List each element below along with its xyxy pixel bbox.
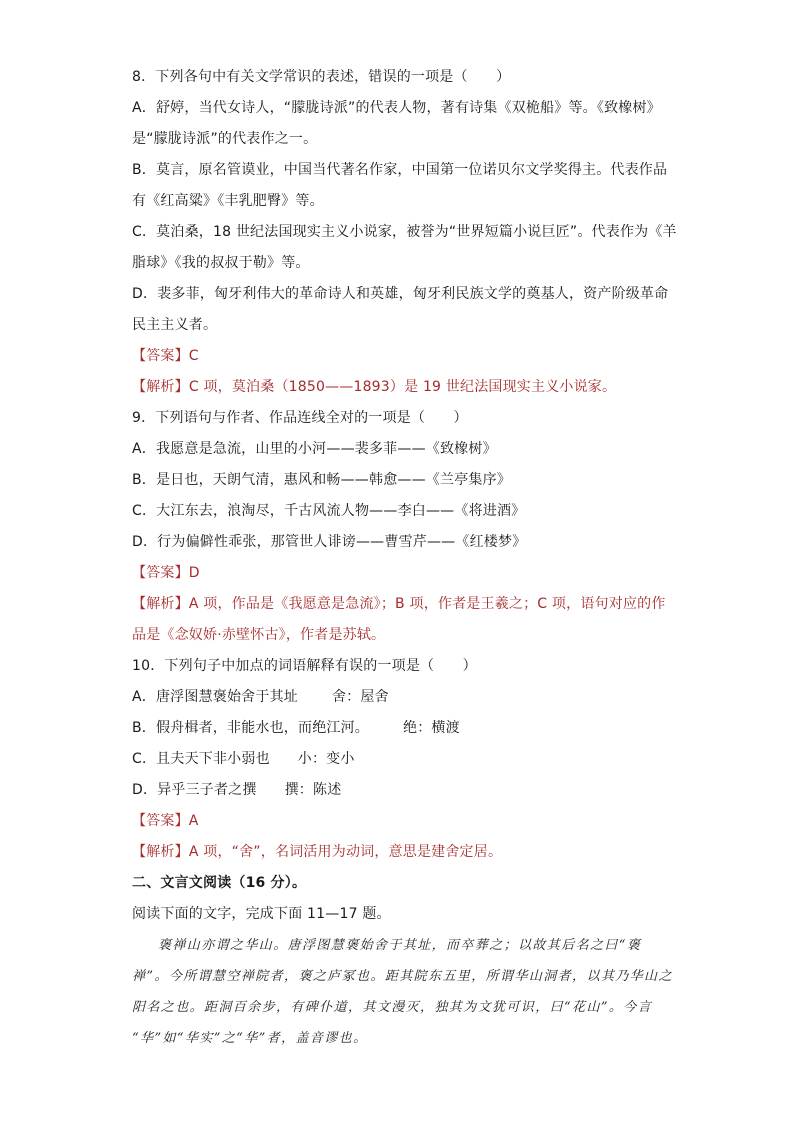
question-8-option-d-line2: 民主主义者。 [132, 317, 218, 333]
question-10-stem: 10．下列句子中加点的词语解释有误的一项是（ ） [132, 658, 477, 674]
question-8-option-a-line2: 是“朦胧诗派”的代表作之一。 [132, 131, 318, 147]
question-8-option-a-line1: A．舒婷，当代女诗人，“朦胧诗派”的代表人物，著有诗集《双桅船》等。《致橡树》 [132, 100, 661, 116]
question-10-option-a [132, 682, 672, 713]
option-text: D．异乎三子者之撰 [132, 782, 257, 798]
section-2-title: 二、文言文阅读（16 分）。 [132, 875, 307, 891]
question-8-option-c-line1: C．莫泊桑，18 世纪法国现实主义小说家，被誉为“世界短篇小说巨匠”。代表作为《羊 [132, 224, 677, 240]
analysis-text: A 项，“舍”，名词活用为动词，意思是建舍定居。 [188, 844, 503, 860]
analysis-text: A 项，作品是《我愿意是急流》；B 项，作者是王羲之；C 项，语句对应的作 [188, 596, 666, 612]
passage-line-4: “华”如“华实”之“华”者，盖音谬也。 [132, 1031, 368, 1046]
question-9-stem: 9．下列语句与作者、作品连线全对的一项是（ ） [132, 410, 468, 426]
question-10-option-c [132, 744, 672, 775]
question-8-option-b-line2: 有《红高粱》《丰乳肥臀》等。 [132, 193, 324, 209]
analysis-tag: 【解析】 [132, 596, 189, 612]
question-9-analysis-line1 [132, 589, 672, 620]
question-10-option-b [132, 713, 672, 744]
question-8-option-b-line1: B．莫言，原名管谟业，中国当代著名作家，中国第一位诺贝尔文学奖得主。代表作品 [132, 162, 668, 178]
option-gloss: 绝：横渡 [403, 720, 460, 736]
question-9-answer: 【答案】D [132, 565, 200, 581]
option-gloss: 小：变小 [297, 751, 355, 767]
question-8-option-c-line2: 脂球》《我的叔叔于勒》等。 [132, 255, 310, 271]
analysis-text: C 项，莫泊桑（1850——1893）是 19 世纪法国现实主义小说家。 [188, 379, 617, 395]
question-9-option-d: D．行为偏僻性乖张，那管世人诽谤——曹雪芹——《红楼梦》 [132, 534, 527, 550]
question-8-option-d-line1: D．裴多菲，匈牙利伟大的革命诗人和英雄，匈牙利民族文学的奠基人，资产阶级革命 [132, 286, 669, 302]
option-gloss: 撰：陈述 [284, 782, 342, 798]
option-text: A．唐浮图慧褒始舍于其址 [132, 689, 298, 705]
question-10-analysis [132, 837, 672, 868]
option-gloss: 舍：屋舍 [331, 689, 389, 705]
question-8-answer: 【答案】C [132, 348, 199, 364]
question-9-analysis-line2: 品是《念奴娇·赤壁怀古》，作者是苏轼。 [132, 627, 386, 643]
question-9-option-c: C．大江东去，浪淘尽，千古风流人物——李白——《将进酒》 [132, 503, 526, 519]
passage-line-2: 禅”。今所谓慧空禅院者，褒之庐冢也。距其院东五里，所谓华山洞者，以其乃华山之 [132, 969, 673, 984]
option-text: C．且夫天下非小弱也 [132, 751, 270, 767]
analysis-tag: 【解析】 [132, 379, 189, 395]
question-8-analysis [132, 372, 672, 403]
question-9-option-a: A．我愿意是急流，山里的小河——裴多菲——《致橡树》 [132, 441, 497, 457]
question-10-answer: 【答案】A [132, 813, 199, 829]
question-10-option-d [132, 775, 672, 806]
passage-line-3: 阳名之也。距洞百余步，有碑仆道，其文漫灭，独其为文犹可识，曰“花山”。今言 [132, 1000, 653, 1015]
analysis-tag: 【解析】 [132, 844, 189, 860]
question-8-stem: 8．下列各句中有关文学常识的表述，错误的一项是（ ） [132, 69, 511, 85]
exam-content [132, 62, 677, 1054]
option-text: B．假舟楫者，非能水也，而绝江河。 [132, 720, 370, 736]
section-2-instruction: 阅读下面的文字，完成下面 11—17 题。 [132, 906, 391, 922]
passage-line-1: 褒禅山亦谓之华山。唐浮图慧褒始舍于其址，而卒葬之；以故其后名之曰“褒 [158, 938, 642, 953]
question-9-option-b: B．是日也，天朗气清，惠风和畅——韩愈——《兰亭集序》 [132, 472, 512, 488]
